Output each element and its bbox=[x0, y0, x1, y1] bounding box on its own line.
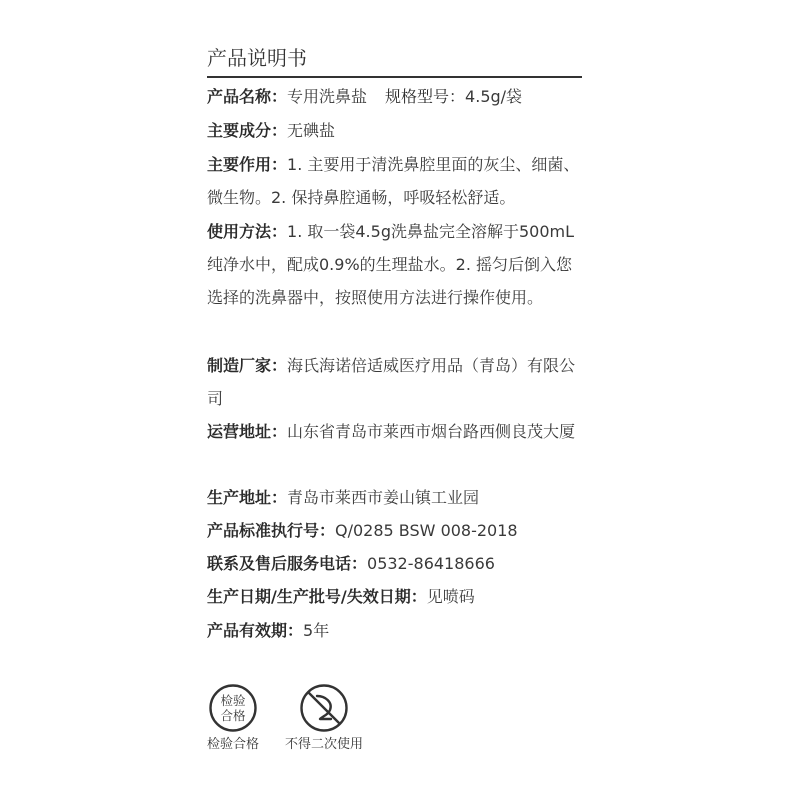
field-label: 使用方法： bbox=[207, 222, 288, 241]
field-production-address bbox=[207, 481, 585, 514]
field-production-date bbox=[207, 580, 585, 613]
field-operating-address bbox=[207, 415, 585, 448]
field-product-name bbox=[207, 80, 585, 113]
field-label: 规格型号： bbox=[385, 87, 466, 106]
field-shelf-life bbox=[207, 614, 585, 647]
field-value: Q/0285 BSW 008-2018 bbox=[335, 521, 518, 540]
field-label: 运营地址： bbox=[207, 422, 288, 441]
field-standard-number bbox=[207, 514, 585, 547]
field-label: 产品名称： bbox=[207, 87, 288, 106]
title-divider bbox=[207, 76, 582, 78]
page-title: 产品说明书 bbox=[207, 46, 307, 70]
field-value: 4.5g/袋 bbox=[465, 87, 523, 106]
field-manufacturer bbox=[207, 349, 585, 415]
field-main-function bbox=[207, 148, 585, 214]
inspection-passed-mark bbox=[193, 683, 273, 754]
field-value: 专用洗鼻盐 bbox=[287, 87, 368, 106]
field-value: 1. 取一袋4.5g洗鼻盐完全溶解于500mL纯净水中，配成0.9%的生理盐水。2. 摇匀后倒入您选择的洗鼻器中，按照使用方法进行操作使用。 bbox=[207, 222, 575, 307]
do-not-reuse-mark bbox=[284, 683, 364, 754]
field-label: 生产日期/生产批号/失效日期： bbox=[207, 587, 427, 606]
field-label: 主要成分： bbox=[207, 121, 288, 140]
field-service-phone bbox=[207, 547, 585, 580]
seal-text-bottom: 合格 bbox=[220, 708, 246, 723]
field-label: 生产地址： bbox=[207, 488, 288, 507]
field-label: 联系及售后服务电话： bbox=[207, 554, 368, 573]
field-value: 山东省青岛市莱西市烟台路西侧良茂大厦 bbox=[287, 422, 576, 441]
inspection-passed-seal-icon bbox=[208, 683, 258, 733]
field-value: 见喷码 bbox=[426, 587, 475, 606]
field-label: 产品标准执行号： bbox=[207, 521, 336, 540]
field-value: 无碘盐 bbox=[287, 121, 336, 140]
field-value: 青岛市莱西市姜山镇工业园 bbox=[287, 488, 480, 507]
field-value: 1. 主要用于清洗鼻腔里面的灰尘、细菌、微生物。2. 保持鼻腔通畅，呼吸轻松舒适。 bbox=[207, 155, 580, 207]
mark-label: 不得二次使用 bbox=[284, 737, 363, 752]
field-label: 主要作用： bbox=[207, 155, 288, 174]
field-value: 0532-86418666 bbox=[367, 554, 495, 573]
field-label: 制造厂家： bbox=[207, 356, 288, 375]
field-main-ingredient bbox=[207, 114, 585, 147]
do-not-reuse-icon bbox=[299, 683, 349, 733]
certification-marks bbox=[200, 683, 400, 763]
field-value: 5年 bbox=[303, 621, 330, 640]
seal-text-top: 检验 bbox=[220, 693, 246, 708]
field-value: 海氏海诺倍适威医疗用品（青岛）有限公司 bbox=[207, 356, 576, 408]
mark-label: 检验合格 bbox=[206, 737, 259, 752]
field-label: 产品有效期： bbox=[207, 621, 304, 640]
field-usage bbox=[207, 215, 585, 314]
